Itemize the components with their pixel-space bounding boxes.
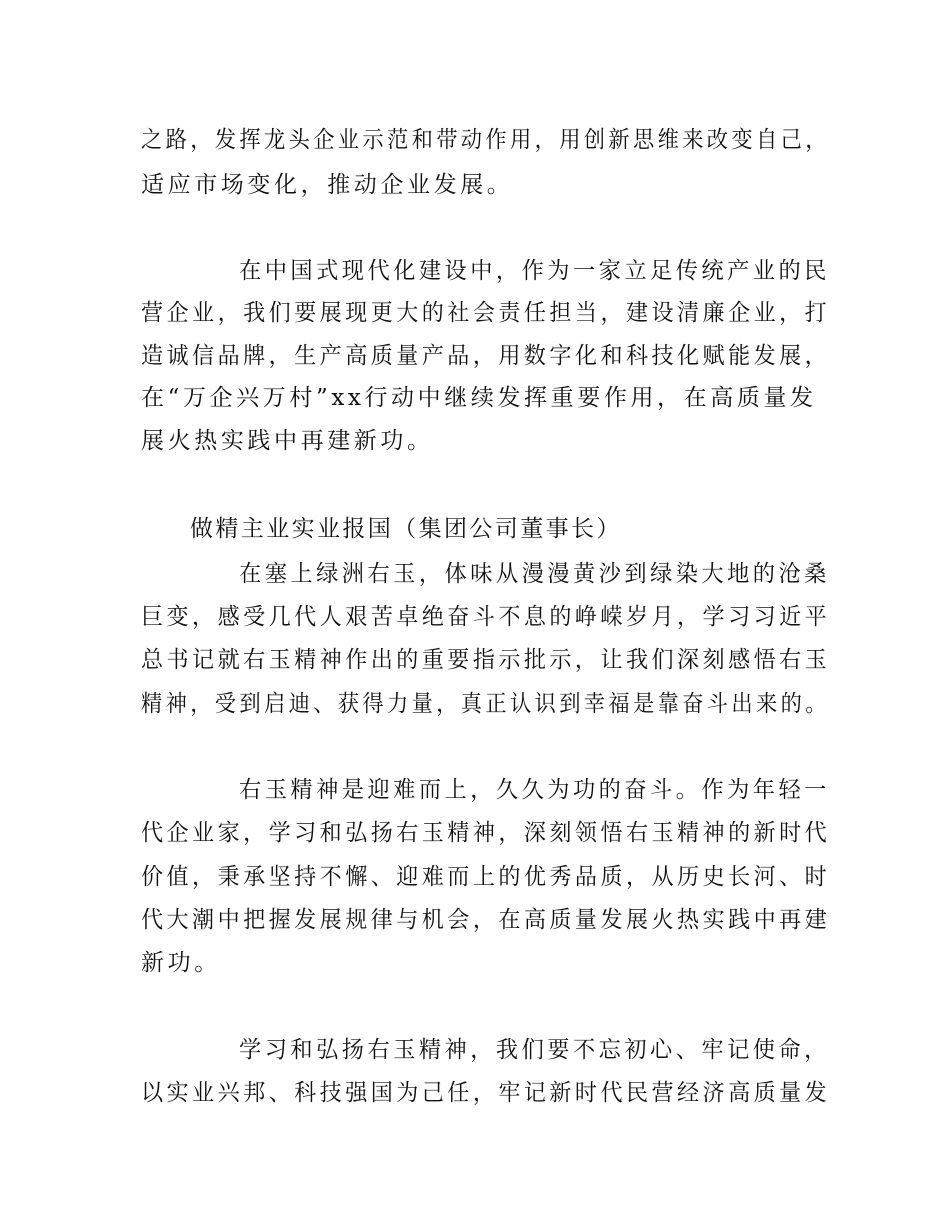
paragraph-line: 代企业家，学习和弘扬右玉精神，深刻领悟右玉精神的新时代 [141,820,831,846]
paragraph-line: 右玉精神是迎难而上，久久为功的奋斗。作为年轻一 [239,777,830,803]
paragraph-line: 价值，秉承坚持不懈、迎难而上的优秀品质，从历史长河、时 [141,864,831,890]
paragraph-line: 以实业兴邦、科技强国为己任，牢记新时代民营经济高质量发 [141,1080,831,1106]
paragraph-line: 展火热实践中再建新功。 [141,428,434,454]
paragraph-line: 代大潮中把握发展规律与机会，在高质量发展火热实践中再建 [141,907,831,933]
paragraph-line: 总书记就右玉精神作出的重要指示批示，让我们深刻感悟右玉 [141,647,831,673]
paragraph-line: 巨变，感受几代人艰苦卓绝奋斗不息的峥嵘岁月，学习习近平 [141,604,831,630]
paragraph-line: 适应市场变化，推动企业发展。 [141,172,514,198]
paragraph-line: 营企业，我们要展现更大的社会责任担当，建设清廉企业，打 [141,300,831,326]
paragraph-line: 新功。 [141,950,221,976]
section-heading: 做精主业实业报国（集团公司董事长） [190,516,622,542]
paragraph-line: 在“万企兴万村”xx行动中继续发挥重要作用，在高质量发 [141,385,817,411]
paragraph-line: 在塞上绿洲右玉，体味从漫漫黄沙到绿染大地的沧桑 [239,561,830,587]
paragraph-line: 学习和弘扬右玉精神，我们要不忘初心、牢记使命， [239,1037,830,1063]
paragraph-line: 精神，受到启迪、获得力量，真正认识到幸福是靠奋斗出来的。 [141,691,830,717]
paragraph-line: 造诚信品牌，生产高质量产品，用数字化和科技化赋能发展， [141,343,831,369]
paragraph-line: 之路，发挥龙头企业示范和带动作用，用创新思维来改变自己， [141,127,830,153]
paragraph-line: 在中国式现代化建设中，作为一家立足传统产业的民 [239,258,830,284]
